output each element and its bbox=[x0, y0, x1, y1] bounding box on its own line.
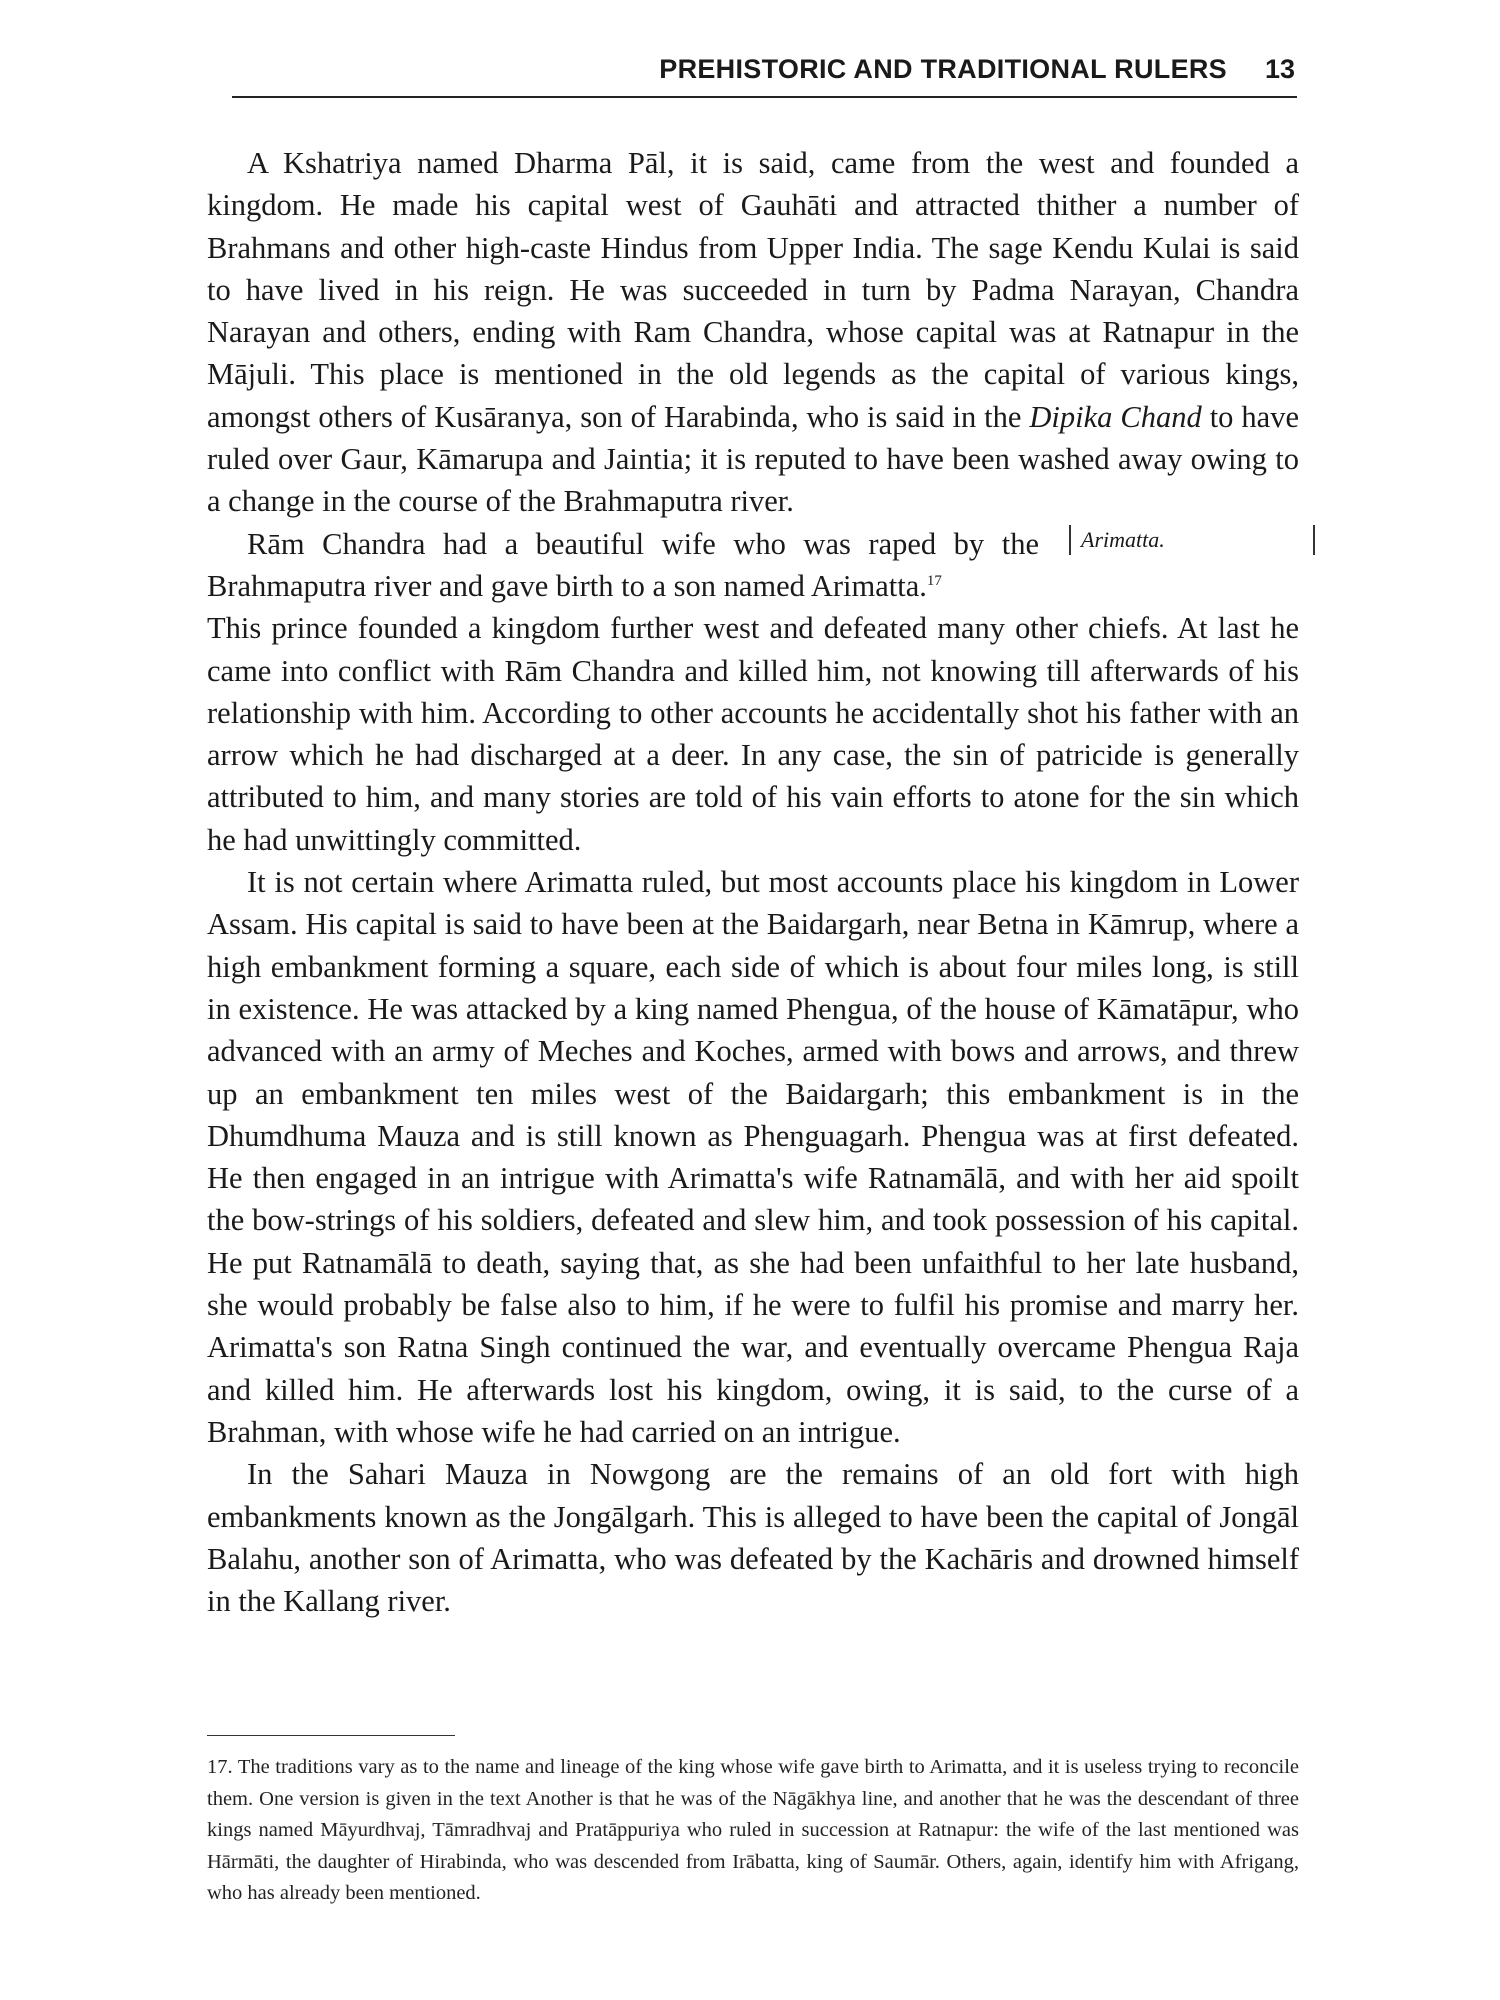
paragraph-2-rest: This prince founded a kingdom further west and defeated many other chiefs. At last he came into conflict with Rām Chandra and killed him, not knowing till afterwards of his relationship with him. According to other accounts he accidentally shot his father with an arrow which he had discharged at a deer. In any case, the sin of patricide is generally attributed to him, and many stories are told of his vain efforts to atone for the sin which he had unwittingly committed. bbox=[207, 611, 1299, 857]
book-title-italic: Dipika Chand bbox=[1029, 399, 1202, 434]
running-title: PREHISTORIC AND TRADITIONAL RULERS bbox=[659, 54, 1227, 84]
paragraph-2 bbox=[207, 523, 1299, 861]
paragraph-2-line-2: Brahmaputra river and gave birth to a son named Arimatta. bbox=[207, 568, 927, 603]
running-header bbox=[232, 52, 1297, 98]
margin-note: Arimatta. bbox=[1069, 525, 1315, 555]
page-number: 13 bbox=[1264, 54, 1295, 84]
paragraph-1-part-a: A Kshatriya named Dharma Pāl, it is said, came from the west and founded a kingdom. He made his capital west of Gauhāti and attracted thither a number of Brahmans and other high-caste Hindus from Upper India. The sage Kendu Kulai is said to have lived in his reign. He was succeeded in turn by Padma Narayan, Chandra Narayan and others, ending with Ram Chandra, whose capital was at Ratnapur in the Mājuli. This place is mentioned in the old legends as the capital of various kings, amongst others of Kusāranya, son of Harabinda, who is said in the bbox=[207, 146, 1299, 434]
paragraph-4: In the Sahari Mauza in Nowgong are the remains of an old fort with high embankments known as the Jongālgarh. This is alleged to have been the capital of Jongāl Balahu, another son of Arimatta, who was defeated by the Kachāris and drowned himself in the Kallang river. bbox=[207, 1457, 1299, 1619]
paragraph-3: It is not certain where Arimatta ruled, but most accounts place his kingdom in Lower Assam. His capital is said to have been at the Baidargarh, near Betna in Kāmrup, where a high embankment forming a square, each side of which is about four miles long, is still in existence. He was attacked by a king named Phengua, of the house of Kāmatāpur, who advanced with an army of Meches and Koches, armed with bows and arrows, and threw up an embankment ten miles west of the Baidargarh; this embankment is in the Dhumdhuma Mauza and is still known as Phenguagarh. Phengua was at first defeated. He then engaged in an intrigue with Arimatta's wife Ratnamālā, and with her aid spoilt the bow-strings of his soldiers, defeated and slew him, and took possession of his capital. He put Ratnamālā to death, saying that, as she had been unfaithful to her late husband, she would probably be false also to him, if he were to fulfil his promise and marry her. Arimatta's son Ratna Singh continued the war, and eventually overcame Phengua Raja and killed him. He afterwards lost his kingdom, owing, it is said, to the curse of a Brahman, with whose wife he had carried on an intrigue. bbox=[207, 865, 1299, 1449]
main-text bbox=[207, 142, 1299, 1622]
paragraph-1 bbox=[207, 142, 1299, 523]
footnote-reference[interactable]: 17 bbox=[926, 572, 942, 589]
footnote-17: 17. The traditions vary as to the name and lineage of the king whose wife gave birth to Arimatta, and it is useless trying to reconcile them. One version is given in the text Another is that he was of the Nāgākhya line, and another that he was the descendant of three kings named Māyurdhvaj, Tāmradhvaj and Pratāppuriya who ruled in succession at Ratnapur: the wife of the last mentioned was Hārmāti, the daughter of Hirabinda, who was descended from Irābatta, king of Saumār. Others, again, identify him with Afrigang, who has already been mentioned. bbox=[207, 1756, 1299, 1904]
paragraph-2-line-1: Rām Chandra had a beautiful wife who was raped by the bbox=[247, 526, 1039, 561]
footnote-divider bbox=[207, 1735, 455, 1736]
paragraph-1-part-b: to have ruled over Gaur, Kāmarupa and Jaintia; it is reputed to have been washed away owing to a change in the course of the Brahmaputra river. bbox=[207, 399, 1299, 519]
